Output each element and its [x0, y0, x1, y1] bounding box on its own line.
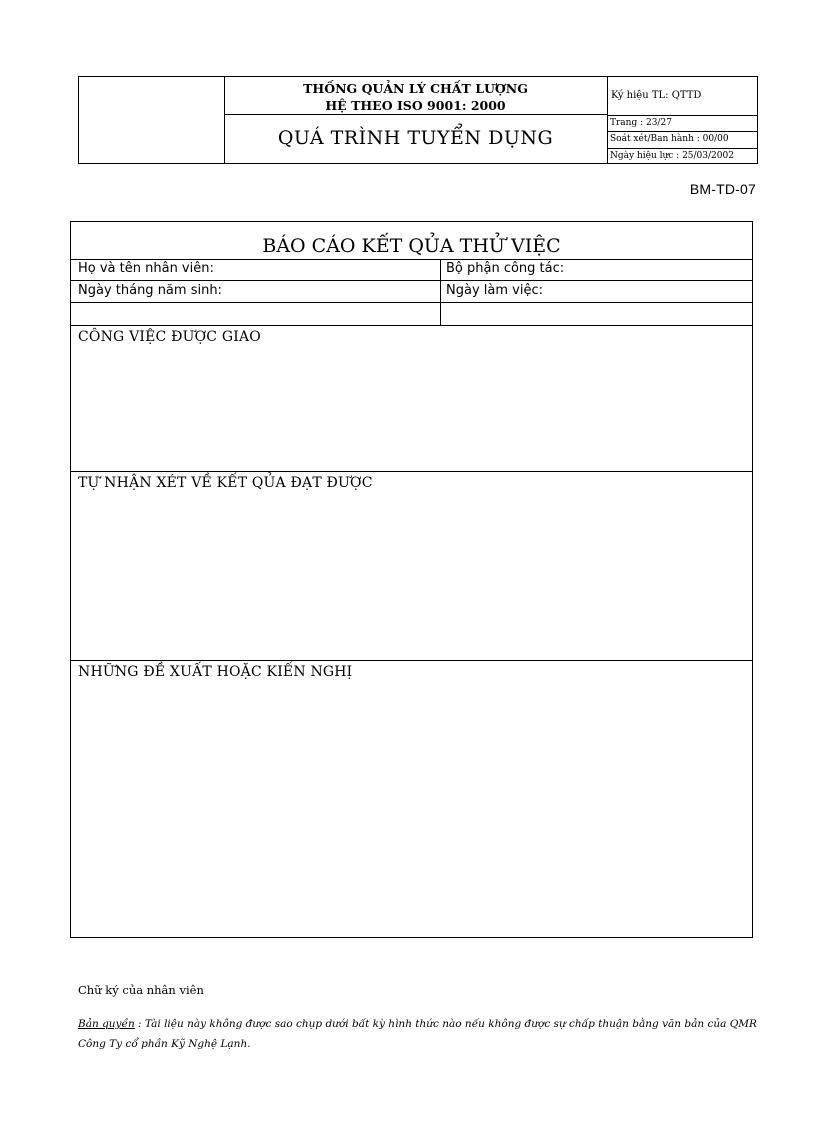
blank-field-right[interactable]: [441, 303, 752, 325]
revision: Soát xét/Ban hành : 00/00: [608, 132, 758, 148]
proposals-section[interactable]: [71, 661, 752, 937]
self-assessment-label: TỰ NHẬN XÉT VỀ KẾT QỦA ĐẠT ĐƯỢC: [78, 475, 373, 491]
logo-cell: [79, 77, 225, 163]
row-blank: [71, 303, 752, 326]
document-header: [78, 76, 758, 164]
employee-name-field[interactable]: [71, 259, 441, 280]
copyright-text: : Tài liệu này không được sao chụp dưới bất kỳ hình thức nào nếu không được sự chấp thuận bằng văn bản của QMR Công Ty cổ phần Kỹ Nghệ Lạnh.: [78, 1018, 757, 1050]
form-code: BM-TD-07: [689, 181, 756, 197]
form-title: BÁO CÁO KẾT QỦA THỬ VIỆC: [71, 222, 752, 260]
assigned-work-label: CÔNG VIỆC ĐƯỢC GIAO: [78, 329, 261, 345]
work-date-label: Ngày làm việc:: [446, 283, 543, 298]
proposals-label: NHỮNG ĐỀ XUẤT HOẶC KIẾN NGHỊ: [78, 664, 353, 680]
employee-name-label: Họ và tên nhân viên:: [78, 261, 214, 276]
row-birth-workdate: [71, 281, 752, 303]
copyright-label: Bản quyền: [78, 1018, 135, 1030]
org-title: [224, 77, 607, 115]
process-title: QUÁ TRÌNH TUYỂN DỤNG: [277, 127, 554, 149]
page-number: Trang : 23/27: [608, 116, 758, 132]
doc-info-cell: [608, 77, 758, 163]
row-name-department: [71, 259, 752, 281]
self-assessment-section[interactable]: [71, 472, 752, 661]
signature-label: Chữ ký của nhân viên: [78, 983, 204, 997]
org-line-1: THỐNG QUẢN LÝ CHẤT LƯỢNG: [303, 81, 528, 96]
birth-date-label: Ngày tháng năm sinh:: [78, 283, 222, 298]
effective-date: Ngày hiệu lực : 25/03/2002: [610, 150, 734, 161]
assigned-work-section[interactable]: [71, 326, 752, 472]
doc-code: Ký hiệu TL: QTTD: [608, 77, 758, 116]
header-title-cell: [224, 77, 608, 163]
org-line-2: HỆ THEO ISO 9001: 2000: [325, 98, 506, 113]
birth-date-field[interactable]: [71, 281, 441, 302]
blank-field-left[interactable]: [71, 303, 441, 325]
copyright-notice: [78, 1014, 758, 1054]
work-date-field[interactable]: [441, 281, 752, 302]
trial-report-form: [70, 221, 753, 938]
department-label: Bộ phận công tác:: [446, 261, 565, 276]
department-field[interactable]: [441, 259, 752, 280]
